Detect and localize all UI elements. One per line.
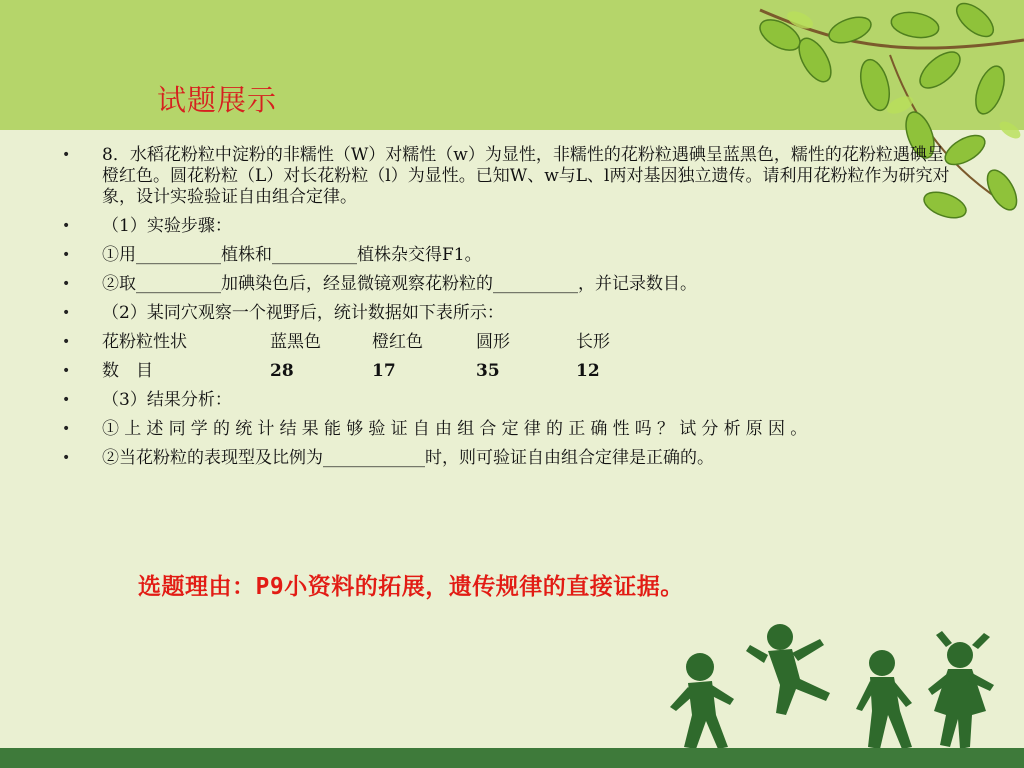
step1-text-b: 植株和 bbox=[221, 245, 272, 265]
analysis-question-1: ①上述同学的统计结果能够验证自由组合定律的正确性吗？试分析原因。 bbox=[102, 419, 813, 439]
table-cell: 橙红色 bbox=[372, 332, 423, 352]
list-item bbox=[62, 216, 957, 237]
step1-text-a: ①用 bbox=[102, 245, 136, 265]
step2-text-b: 加碘染色后，经显微镜观察花粉粒的 bbox=[221, 274, 493, 294]
list-item bbox=[62, 361, 957, 382]
bullet-icon: • bbox=[62, 363, 71, 379]
table-cell: 17 bbox=[372, 361, 396, 381]
analysis-heading: （3）结果分析： bbox=[102, 390, 232, 410]
step1-text-c: 植株杂交得F1。 bbox=[357, 245, 482, 265]
table-cell: 12 bbox=[576, 361, 600, 381]
list-item bbox=[62, 303, 957, 324]
table-count-row bbox=[102, 361, 957, 382]
list-item bbox=[62, 332, 957, 353]
question-intro: 8．水稻花粉粒中淀粉的非糯性（W）对糯性（w）为显性，非糯性的花粉粒遇碘呈蓝黑色，糯性的花粉粒遇碘呈橙红色。圆花粉粒（L）对长花粉粒（l）为显性。已知W、w与L、l两对基因独立遗传。请利用花粉粒作为研究对象，设计实验验证自由组合定律。 bbox=[102, 145, 950, 207]
bullet-icon: • bbox=[62, 392, 71, 408]
page-title: 试题展示 bbox=[157, 83, 278, 117]
running-children-icon bbox=[660, 615, 1000, 755]
q2-text-b: 时，则可验证自由组合定律是正确的。 bbox=[425, 448, 714, 468]
bullet-icon: • bbox=[62, 247, 71, 263]
answer-blank: __________ bbox=[493, 274, 578, 294]
list-item bbox=[62, 419, 957, 440]
question-content bbox=[62, 145, 957, 477]
list-item bbox=[62, 274, 957, 295]
list-item bbox=[62, 390, 957, 411]
step2-text-c: ，并记录数目。 bbox=[578, 274, 697, 294]
footer-band bbox=[0, 748, 1024, 768]
list-item bbox=[62, 448, 957, 469]
bullet-icon: • bbox=[62, 450, 71, 466]
table-cell: 圆形 bbox=[476, 332, 510, 352]
table-cell: 28 bbox=[270, 361, 294, 381]
bullet-icon: • bbox=[62, 421, 71, 437]
table-cell: 35 bbox=[476, 361, 500, 381]
table-cell: 长形 bbox=[576, 332, 610, 352]
step-heading: （1）实验步骤： bbox=[102, 216, 232, 236]
answer-blank: __________ bbox=[136, 245, 221, 265]
table-cell: 数 目 bbox=[102, 361, 153, 381]
table-header-row bbox=[102, 332, 957, 353]
bullet-icon: • bbox=[62, 305, 71, 321]
list-item bbox=[62, 145, 957, 208]
q2-text-a: ②当花粉粒的表现型及比例为 bbox=[102, 448, 323, 468]
answer-blank: ____________ bbox=[323, 448, 425, 468]
bullet-icon: • bbox=[62, 147, 71, 163]
answer-blank: __________ bbox=[136, 274, 221, 294]
table-cell: 花粉粒性状 bbox=[102, 332, 187, 352]
answer-blank: __________ bbox=[272, 245, 357, 265]
selection-reason: 选题理由：P9小资料的拓展，遗传规律的直接证据。 bbox=[138, 574, 684, 600]
list-item bbox=[62, 245, 957, 266]
bullet-icon: • bbox=[62, 276, 71, 292]
bullet-icon: • bbox=[62, 334, 71, 350]
bullet-icon: • bbox=[62, 218, 71, 234]
table-cell: 蓝黑色 bbox=[270, 332, 321, 352]
observe-text: （2）某同穴观察一个视野后，统计数据如下表所示： bbox=[102, 303, 504, 323]
step2-text-a: ②取 bbox=[102, 274, 136, 294]
